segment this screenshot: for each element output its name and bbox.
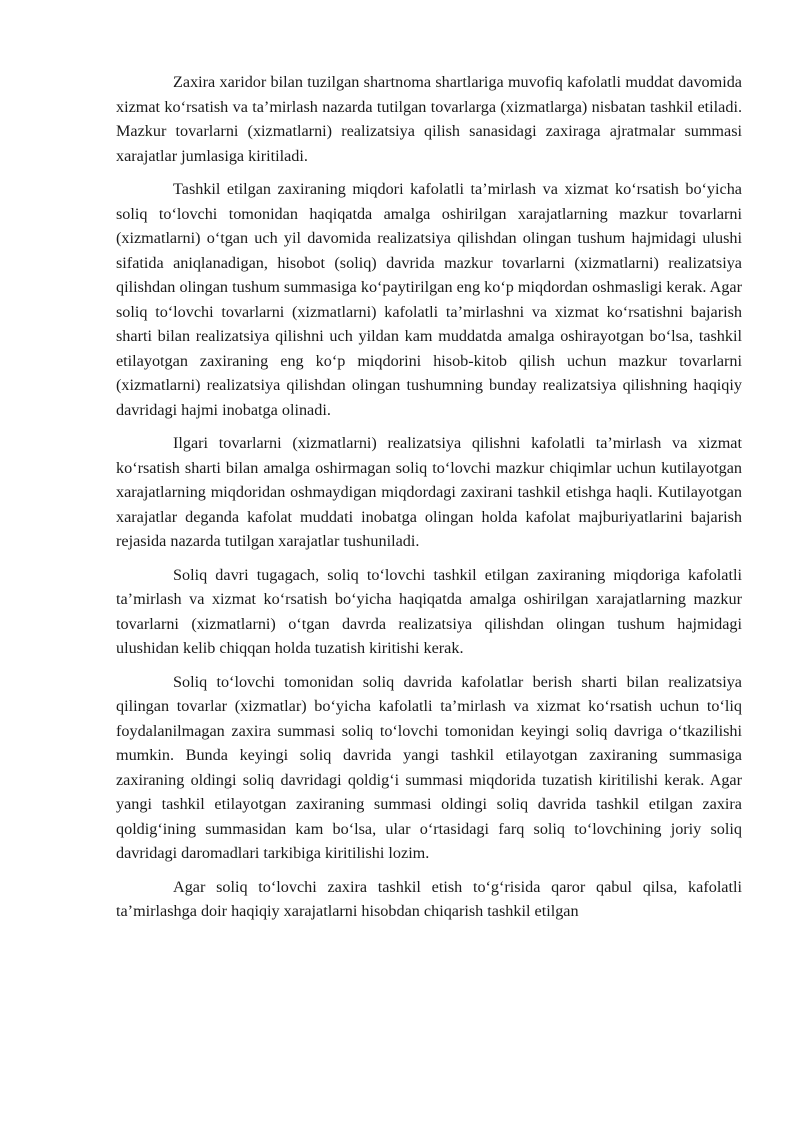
paragraph-5: Soliq to‘lovchi tomonidan soliq davrida kafolatlar berish sharti bilan realizatsiya qilingan tovarlar (xizmatlar) bo‘yicha kafolatli ta’mirlash va xizmat ko‘rsatish uchun to‘liq foydalanilmagan zaxira summasi soliq to‘lovchi tomonidan keyingi soliq davriga o‘tkazilishi mumkin. Bunda keyingi soliq davrida yangi tashkil etilayotgan zaxiraning summasiga zaxiraning oldingi soliq davridagi qoldig‘i summasi miqdorida tuzatish kiritilishi kerak. Agar yangi tashkil etilayotgan zaxiraning summasi oldingi soliq davrida tashkil etilgan zaxira qoldig‘ining summasidan kam bo‘lsa, ular o‘rtasidagi farq soliq to‘lovchining joriy soliq davridagi daromadlari tarkibiga kiritilishi lozim. [116,672,742,862]
paragraph-3: Ilgari tovarlarni (xizmatlarni) realizatsiya qilishni kafolatli ta’mirlash va xizmat ko‘rsatish sharti bilan amalga oshirmagan soliq to‘lovchi mazkur chiqimlar uchun kutilayotgan xarajatlarning miqdoridan oshmaydigan miqdordagi zaxirani tashkil etishga haqli. Kutilayotgan xarajatlar deganda kafolat muddati inobatga olingan holda kafolat majburiyatlarini bajarish rejasida nazarda tutilgan xarajatlar tushuniladi. [116,434,742,550]
paragraph-2: Tashkil etilgan zaxiraning miqdori kafolatli ta’mirlash va xizmat ko‘rsatish bo‘yicha soliq to‘lovchi tomonidan haqiqatda amalga oshirilgan xarajatlarning mazkur tovarlarni (xizmatlarni) o‘tgan uch yil davomida realizatsiya qilishdan olingan tushum hajmidagi ulushi sifatida aniqlanadigan, hisobot (soliq) davrida mazkur tovarlarni (xizmatlarni) realizatsiya qilishdan olingan tushum summasiga ko‘paytirilgan eng ko‘p miqdordan oshmasligi kerak. Agar soliq to‘lovchi tovarlarni (xizmatlarni) kafolatli ta’mirlashni va xizmat ko‘rsatishni bajarish sharti bilan realizatsiya qilishni uch yildan kam muddatda amalga oshirayotgan bo‘lsa, tashkil etilayotgan zaxiraning eng ko‘p miqdorini hisob-kitob qilish uchun mazkur tovarlarni (xizmatlarni) realizatsiya qilishdan olingan tushumning bunday realizatsiya qilishning haqiqiy davridagi hajmi inobatga olinadi. [116,180,742,419]
paragraph-6: Agar soliq to‘lovchi zaxira tashkil etish to‘g‘risida qaror qabul qilsa, kafolatli ta’mirlashga doir haqiqiy xarajatlarni hisobdan chiqarish tashkil etilgan [116,877,742,920]
paragraph-1: Zaxira xaridor bilan tuzilgan shartnoma shartlariga muvofiq kafolatli muddat davomida xizmat ko‘rsatish va ta’mirlash nazarda tutilgan tovarlarga (xizmatlarga) nisbatan tashkil etiladi. Mazkur tovarlarni (xizmatlarni) realizatsiya qilish sanasidagi zaxiraga ajratmalar summasi xarajatlar jumlasiga kiritiladi. [116,73,742,165]
document-page [116,70,742,933]
paragraph-4: Soliq davri tugagach, soliq to‘lovchi tashkil etilgan zaxiraning miqdoriga kafolatli ta’mirlash va xizmat ko‘rsatish bo‘yicha haqiqatda amalga oshirilgan xarajatlarning mazkur tovarlarni (xizmatlarni) o‘tgan davrda realizatsiya qilishdan olingan tushum hajmidagi ulushidan kelib chiqqan holda tuzatish kiritishi kerak. [116,565,742,657]
